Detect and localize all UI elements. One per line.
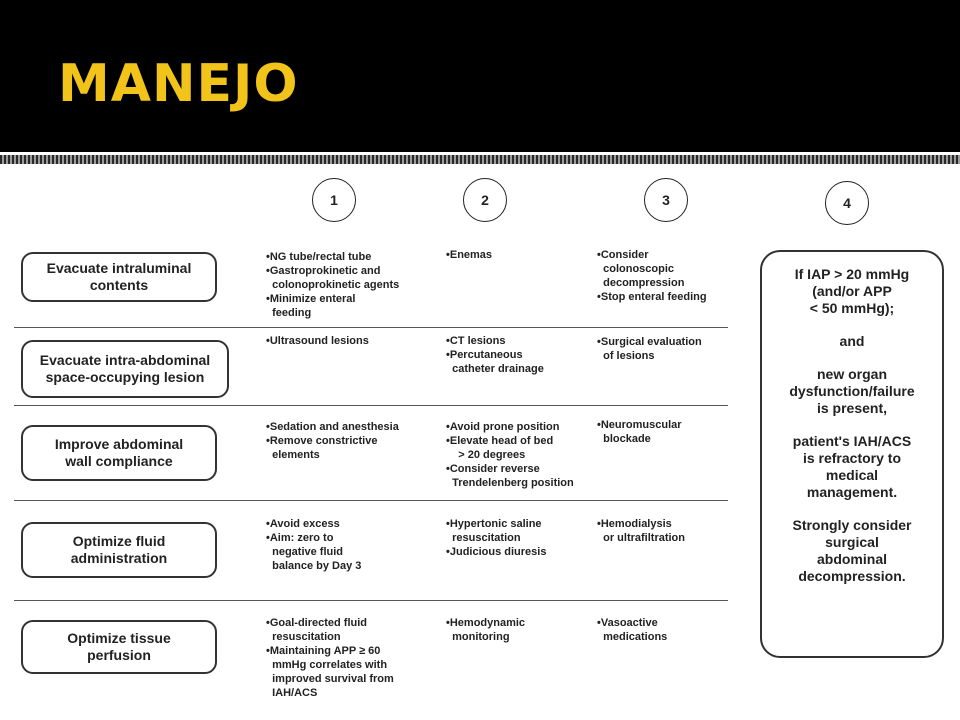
row-divider [14, 405, 728, 406]
row-label-fluid-administration: Optimize fluid administration [21, 522, 217, 578]
row-label-evacuate-lesion: Evacuate intra-abdominal space-occupying lesion [21, 340, 229, 398]
and-text: and [839, 333, 865, 349]
row3-step3-text: •Neuromuscular blockade [597, 419, 682, 445]
title-bar [0, 0, 960, 152]
row-label-tissue-perfusion: Optimize tissue perfusion [21, 620, 217, 674]
row-divider [14, 600, 728, 601]
step-1-circle: 1 [312, 178, 356, 222]
row3-step2-text: •Avoid prone position •Elevate head of bed > 20 degrees •Consider reverse Trendelenberg position [446, 421, 574, 489]
row2-step1-text: •Ultrasound lesions [266, 335, 369, 347]
organ-failure-text: new organ dysfunction/failure is present, [789, 366, 915, 416]
surgical-decompression-box [760, 250, 944, 658]
row-divider [14, 500, 728, 501]
row5-step3-text: •Vasoactive medications [597, 617, 668, 643]
iap-condition-text: If IAP > 20 mmHg (and/or APP < 50 mmHg); [794, 266, 910, 316]
row5-step2-text: •Hemodynamic monitoring [446, 617, 526, 643]
recommendation-text: Strongly consider surgical abdominal decompression. [792, 517, 912, 584]
step-2-circle: 2 [463, 178, 507, 222]
row3-step1-text: •Sedation and anesthesia •Remove constrictive elements [266, 421, 399, 461]
refractory-text: patient's IAH/ACS is refractory to medical management. [792, 433, 912, 500]
row4-step3-text: •Hemodialysis or ultrafiltration [597, 518, 685, 544]
row1-step3-text: •Consider colonoscopic decompression •Stop enteral feeding [597, 249, 707, 303]
slide-title: MANEJO [58, 54, 299, 114]
row-label-abdominal-wall-compliance: Improve abdominal wall compliance [21, 425, 217, 481]
step-4-circle: 4 [825, 181, 869, 225]
step-3-circle: 3 [644, 178, 688, 222]
row1-step2-text: •Enemas [446, 249, 493, 261]
row2-step3-text: •Surgical evaluation of lesions [597, 336, 702, 362]
row1-step1-text: •NG tube/rectal tube •Gastroprokinetic and colonoprokinetic agents •Minimize enteral feeding [266, 251, 400, 319]
row4-step1-text: •Avoid excess •Aim: zero to negative fluid balance by Day 3 [266, 518, 362, 572]
row-label-evacuate-intraluminal: Evacuate intraluminal contents [21, 252, 217, 302]
title-divider-texture [0, 155, 960, 164]
row4-step2-text: •Hypertonic saline resuscitation •Judicious diuresis [446, 518, 547, 558]
row5-step1-text: •Goal-directed fluid resuscitation •Maintaining APP ≥ 60 mmHg correlates with improved survival from IAH/ACS [266, 617, 394, 699]
row2-step2-text: •CT lesions •Percutaneous catheter drainage [446, 335, 544, 375]
row-divider [14, 327, 728, 328]
